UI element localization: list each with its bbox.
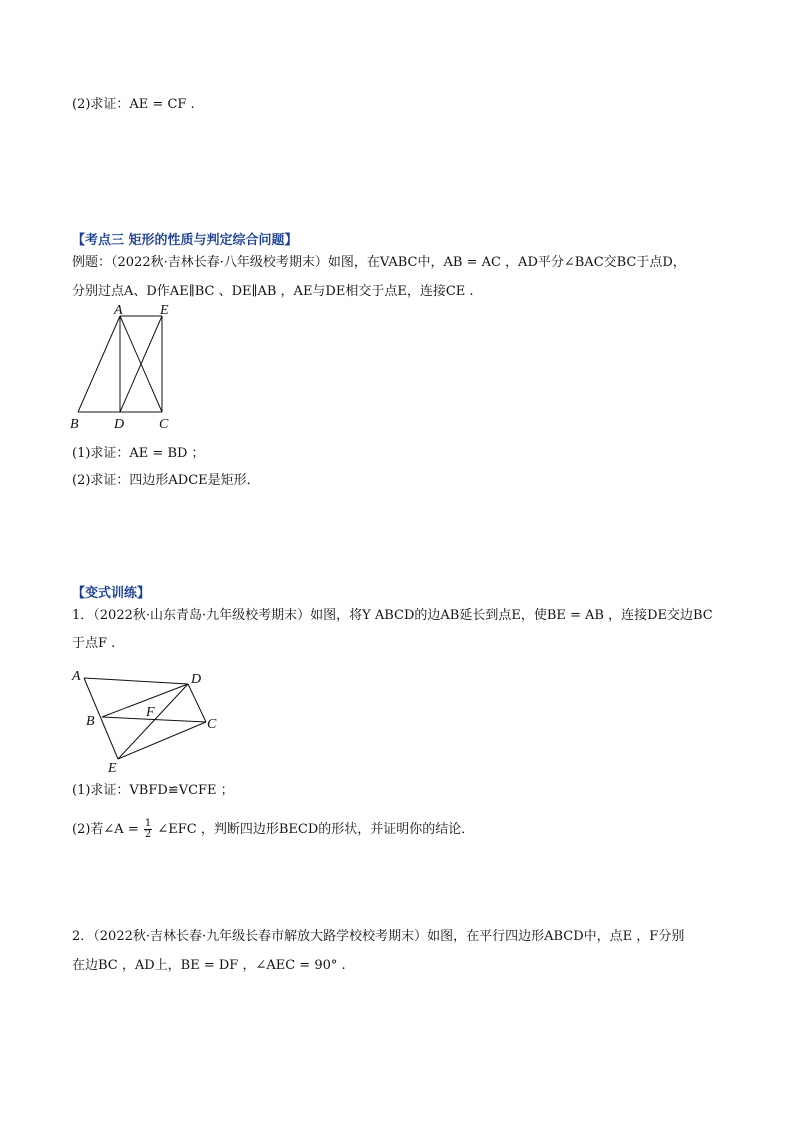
section-3-heading: 【考点三 矩形的性质与判定综合问题】: [72, 233, 298, 248]
q1-text-line-1: 1．（2022秋·山东青岛·九年级校考期末）如图，将Y ABCD的边AB延长到点E，使BE = AB ，连接DE交边BC: [72, 608, 713, 623]
q2-text-line-2: 在边BC ，AD上，BE = DF ，∠AEC = 90° .: [72, 958, 346, 973]
label-f2: F: [146, 705, 155, 720]
q1-part-2-suffix: ∠EFC ，判断四边形BECD的形状，并证明你的结论．: [157, 822, 475, 837]
fraction-numerator: 1: [144, 818, 152, 829]
label-b2: B: [86, 714, 95, 729]
segment-ad2: [84, 678, 188, 684]
segment-ab: [78, 316, 120, 412]
label-d: D: [114, 417, 125, 432]
segment-dc2: [188, 684, 206, 722]
q1-part-2: [72, 818, 474, 842]
previous-question-part-2: (2)求证：AE = CF .: [72, 97, 195, 112]
example-part-2: (2)求证：四边形ADCE是矩形．: [72, 473, 260, 488]
figure-parallelogram-abcd: [66, 664, 226, 776]
segment-ec2: [118, 722, 206, 759]
segment-ed2: [118, 684, 188, 759]
q1-part-2-prefix: (2)若∠A =: [72, 822, 139, 837]
label-e2: E: [108, 761, 117, 776]
label-b: B: [70, 417, 79, 432]
fraction-one-half: [144, 819, 152, 840]
fraction-denominator: 2: [144, 829, 152, 840]
label-e: E: [160, 304, 169, 318]
label-c2: C: [207, 717, 217, 732]
example-text-line-2: 分别过点A、D作AE∥BC 、DE∥AB ，AE与DE相交于点E，连接CE .: [72, 284, 474, 299]
label-c: C: [159, 417, 169, 432]
label-d2: D: [191, 672, 202, 687]
example-text-line-1: 例题：（2022秋·吉林长春·八年级校考期末）如图，在VABC中，AB = AC ，AD平分∠BAC交BC于点D，: [72, 255, 686, 270]
figure-rectangle-adce: [66, 304, 186, 436]
variant-training-heading: 【变式训练】: [72, 586, 151, 601]
label-a2: A: [72, 669, 81, 684]
example-part-1: (1)求证：AE = BD ；: [72, 446, 205, 461]
q1-part-1: (1)求证：VBFD≌VCFE ；: [72, 783, 234, 798]
q1-text-line-2: 于点F .: [72, 636, 116, 651]
q2-text-line-1: 2．（2022秋·吉林长春·九年级长春市解放大路学校校考期末）如图，在平行四边形ABCD中，点E ，F分别: [72, 929, 685, 944]
label-a: A: [114, 304, 123, 318]
segment-bd2: [102, 684, 188, 717]
